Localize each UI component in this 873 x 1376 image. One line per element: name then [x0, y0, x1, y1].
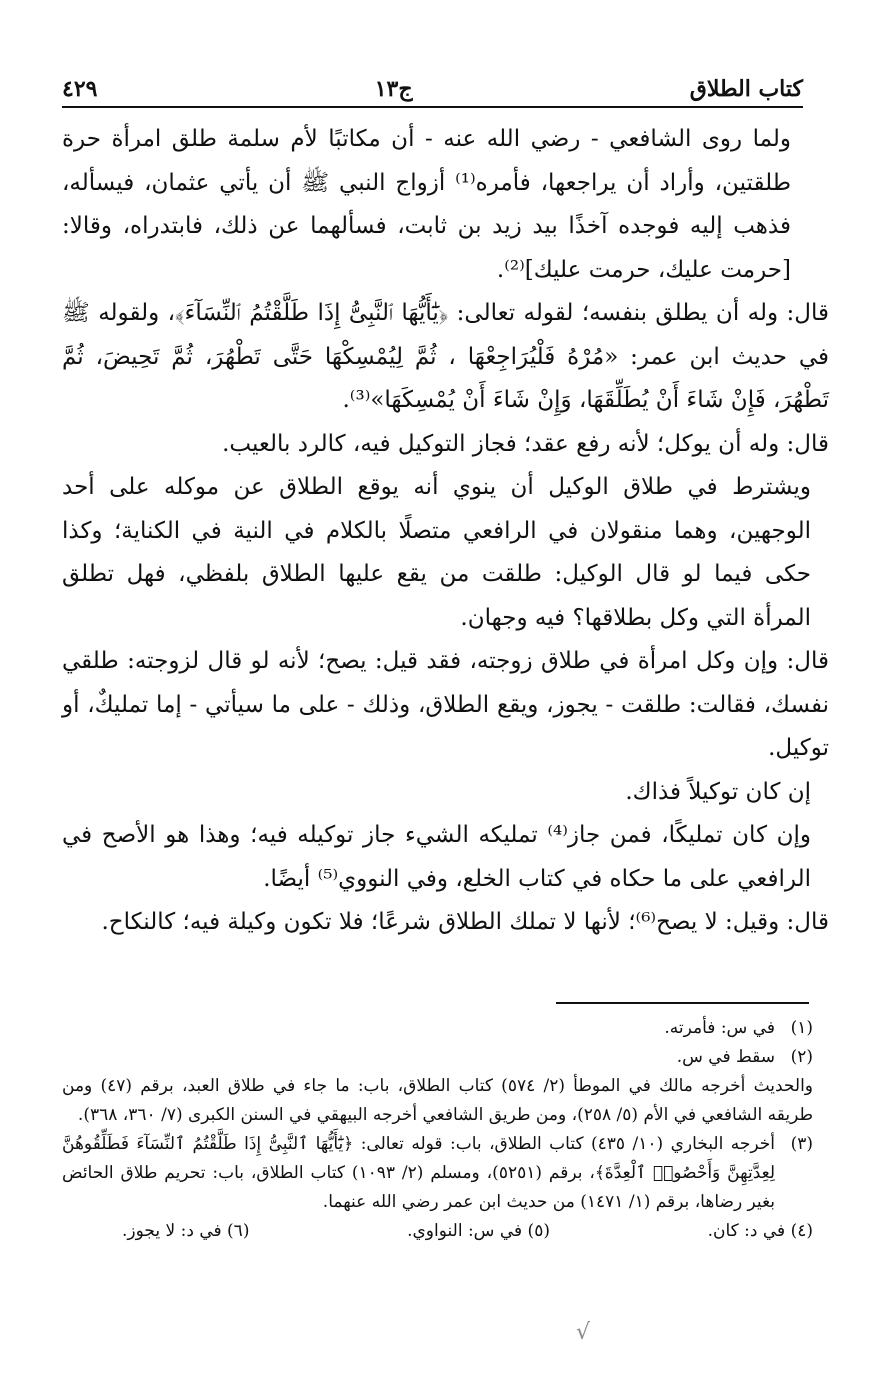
paragraph-2: قال: وله أن يطلق بنفسه؛ لقوله تعالى: ﴿يَٰٓأَيُّهَا ٱلنَّبِىُّ إِذَا طَلَّقْتُمُ ٱلنِّسَآءَ﴾، ولقوله ﷺ في حديث ابن عمر: «مُرْهُ فَلْيُرَاجِعْهَا ، ثُمَّ لِيُمْسِكْهَا حَتَّى تَطْهُرَ، ثُمَّ تَحِيضَ، ثُمَّ تَطْهُرَ، فَإِنْ شَاءَ أَنْ يُطَلِّقَهَا، وَإِنْ شَاءَ أَنْ يُمْسِكَهَا»⁽³⁾. [62, 300, 829, 413]
paragraph-3: قال: وله أن يوكل؛ لأنه رفع عقد؛ فجاز التوكيل فيه، كالرد بالعيب. [222, 430, 829, 457]
volume-number: ج١٣ [374, 76, 413, 102]
footnote-text: أخرجه البخاري (١٠/ ٤٣٥) كتاب الطلاق، باب: قوله تعالى: ﴿يَٰٓأَيُّهَا ٱلنَّبِىُّ إِذَا طَلَّقْتُمُ ٱلنِّسَآءَ فَطَلِّقُوهُنَّ لِعِدَّتِهِنَّ وَأَحْصُوا۟ ٱلْعِدَّةَ﴾، برقم (٥٢٥١)، ومسلم (٢/ ١٠٩٣) كتاب الطلاق، باب: تحريم طلاق الحائض بغير رضاها، برقم (١/ ١٤٧١) من حديث ابن عمر رضي الله عنهما. [62, 1134, 775, 1212]
footnote-6 [122, 1217, 249, 1246]
footnote-number: (١) [790, 1018, 813, 1038]
paragraph-1: ولما روى الشافعي - رضي الله عنه - أن مكاتبًا لأم سلمة طلق امرأة حرة طلقتين، وأراد أن يراجعها، فأمره⁽¹⁾ أزواج النبي ﷺ أن يأتي عثمان، فيسأله، فذهب إليه فوجده آخذًا بيد زيد بن ثابت، فسألهما عن ذلك، فابتدراه، وقالا: [حرمت عليك، حرمت عليك]⁽²⁾. [62, 126, 792, 283]
footnote-3 [62, 1130, 813, 1217]
footnote-separator [556, 1002, 809, 1004]
footnote-1 [62, 1014, 813, 1043]
footnote-number: (٢) [790, 1047, 813, 1067]
footnote-4 [708, 1217, 813, 1246]
footnote-text: في س: النواوي. [407, 1221, 523, 1241]
footnotes-4-6-row [62, 1217, 813, 1246]
footnotes [62, 1014, 813, 1246]
footnote-text: في د: كان. [707, 1221, 786, 1241]
footnote-5 [407, 1217, 550, 1246]
paragraph-4: ويشترط في طلاق الوكيل أن ينوي أنه يوقع الطلاق عن موكله على أحد الوجهين، وهما منقولان في الرافعي متصلًا بالكلام في النية في الكناية؛ وكذا حكى فيما لو قال الوكيل: طلقت من يقع عليها الطلاق بلفظي، فهل تطلق المرأة التي وكل بطلاقها؟ فيه وجهان. [62, 474, 811, 631]
paragraph-6: إن كان توكيلاً فذاك. [625, 778, 811, 805]
margin-check-mark: √ [576, 1320, 591, 1345]
footnote-text: في د: لا يجوز. [122, 1221, 222, 1241]
page-number: ٤٢٩ [62, 76, 98, 102]
footnote-number: (٥) [527, 1221, 550, 1241]
main-text [62, 118, 829, 945]
footnote-number: (٦) [227, 1221, 250, 1241]
paragraph-8: قال: وقيل: لا يصح⁽⁶⁾؛ لأنها لا تملك الطلاق شرعًا؛ فلا تكون وكيلة فيه؛ كالنكاح. [101, 909, 829, 935]
footnote-2 [62, 1043, 813, 1072]
footnote-2-continuation: والحديث أخرجه مالك في الموطأ (٢/ ٥٧٤) كتاب الطلاق، باب: ما جاء في طلاق العبد، برقم (٤٧) ومن طريقه الشافعي في الأم (٥/ ٢٥٨)، ومن طريق الشافعي أخرجه البيهقي في السنن الكبرى (٧/ ٣٦٠، ٣٦٨). [62, 1076, 814, 1125]
footnote-number: (٣) [790, 1134, 813, 1154]
page-header [62, 62, 803, 108]
footnote-number: (٤) [790, 1221, 813, 1241]
paragraph-7: وإن كان تمليكًا، فمن جاز⁽⁴⁾ تمليكه الشيء جاز توكيله فيه؛ وهذا هو الأصح في الرافعي على ما حكاه في كتاب الخلع، وفي النووي⁽⁵⁾ أيضًا. [62, 822, 812, 892]
footnote-text: سقط في س. [676, 1047, 775, 1067]
book-title: كتاب الطلاق [689, 76, 803, 102]
footnote-text: في س: فأمرته. [664, 1018, 775, 1038]
paragraph-5: قال: وإن وكل امرأة في طلاق زوجته، فقد قيل: يصح؛ لأنه لو قال لزوجته: طلقي نفسك، فقالت: طلقت - يجوز، ويقع الطلاق، وذلك - على ما سيأتي - إما تمليكٌ، أو توكيل. [62, 648, 829, 761]
